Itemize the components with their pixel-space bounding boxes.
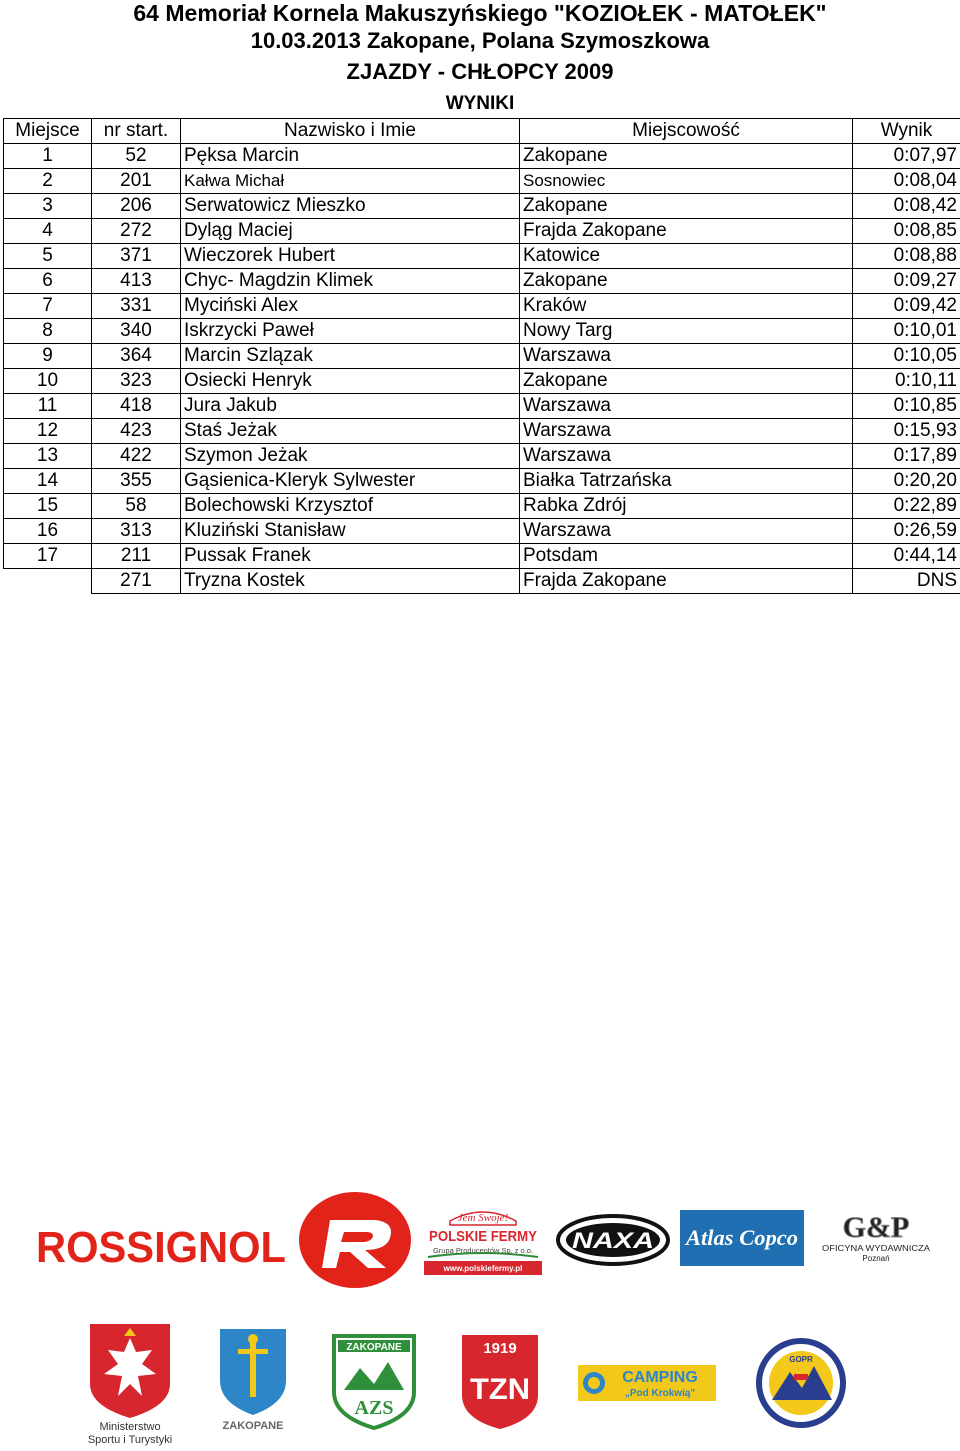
cell-name: Bolechowski Krzysztof <box>181 494 520 519</box>
cell-city: Białka Tatrzańska <box>520 469 853 494</box>
cell-result: 0:17,89 <box>853 444 960 469</box>
gopr-logo <box>756 1338 846 1428</box>
cell-name: Jura Jakub <box>181 394 520 419</box>
svg-text:NAXA: NAXA <box>572 1228 654 1253</box>
svg-text:1919: 1919 <box>483 1340 517 1357</box>
cell-bib: 423 <box>92 419 181 444</box>
cell-result: 0:22,89 <box>853 494 960 519</box>
page-title: 64 Memoriał Kornela Makuszyńskiego "KOZIOŁEK - MATOŁEK" <box>133 0 827 26</box>
cell-result: 0:10,11 <box>853 369 960 394</box>
cell-city: Frajda Zakopane <box>520 569 853 594</box>
table-row <box>4 519 960 544</box>
cell-bib: 201 <box>92 169 181 194</box>
table-row <box>4 344 960 369</box>
rossignol-logo <box>30 1190 415 1290</box>
svg-text:Grupa Producentów Sp. z o.o.: Grupa Producentów Sp. z o.o. <box>433 1248 534 1255</box>
cell-city: Warszawa <box>520 444 853 469</box>
cell-city: Zakopane <box>520 269 853 294</box>
cell-result: 0:08,42 <box>853 194 960 219</box>
polskie-fermy-logo <box>420 1205 546 1277</box>
cell-name: Staś Jeżak <box>181 419 520 444</box>
column-header-place: Miejsce <box>4 119 92 144</box>
svg-text:POLSKIE FERMY: POLSKIE FERMY <box>429 1228 537 1245</box>
cell-result: 0:15,93 <box>853 419 960 444</box>
category-heading: ZJAZDY - CHŁOPCY 2009 <box>346 59 614 84</box>
svg-text:ZAKOPANE: ZAKOPANE <box>346 1342 402 1353</box>
cell-bib: 371 <box>92 244 181 269</box>
cell-name: Kałwa Michał <box>181 169 520 194</box>
cell-city: Rabka Zdrój <box>520 494 853 519</box>
table-row <box>4 144 960 169</box>
cell-bib: 422 <box>92 444 181 469</box>
table-row <box>4 269 960 294</box>
atlas-copco-logo <box>680 1210 804 1266</box>
rossignol-r-badge <box>299 1192 411 1288</box>
cell-result: 0:08,88 <box>853 244 960 269</box>
svg-text:TZN: TZN <box>470 1373 530 1406</box>
cell-result: DNS <box>853 569 960 594</box>
cell-name: Tryzna Kostek <box>181 569 520 594</box>
cell-name: Dyląg Maciej <box>181 219 520 244</box>
column-header-bib: nr start. <box>92 119 181 144</box>
cell-result: 0:10,85 <box>853 394 960 419</box>
cell-place: 1 <box>4 144 92 169</box>
rossignol-wordmark: ROSSIGNOL <box>36 1223 286 1272</box>
cell-city: Katowice <box>520 244 853 269</box>
cell-bib: 271 <box>92 569 181 594</box>
svg-text:„Pod Krokwią": „Pod Krokwią" <box>624 1388 696 1399</box>
cell-city: Zakopane <box>520 144 853 169</box>
cell-result: 0:09,27 <box>853 269 960 294</box>
svg-text:www.polskiefermy.pl: www.polskiefermy.pl <box>443 1264 523 1273</box>
cell-name: Wieczorek Hubert <box>181 244 520 269</box>
cell-place: 4 <box>4 219 92 244</box>
cell-place: 17 <box>4 544 92 569</box>
table-row <box>4 169 960 194</box>
cell-place: 16 <box>4 519 92 544</box>
cell-bib: 206 <box>92 194 181 219</box>
table-row <box>4 369 960 394</box>
cell-city: Warszawa <box>520 419 853 444</box>
cell-name: Marcin Szlązak <box>181 344 520 369</box>
cell-name: Szymon Jeżak <box>181 444 520 469</box>
cell-place: 3 <box>4 194 92 219</box>
svg-text:AZS: AZS <box>354 1397 394 1419</box>
cell-bib: 331 <box>92 294 181 319</box>
cell-place <box>4 569 92 594</box>
cell-place: 9 <box>4 344 92 369</box>
cell-place: 8 <box>4 319 92 344</box>
table-row <box>4 544 960 569</box>
cell-place: 13 <box>4 444 92 469</box>
svg-text:Poznań: Poznań <box>862 1254 890 1263</box>
cell-name: Gąsienica-Kleryk Sylwester <box>181 469 520 494</box>
cell-result: 0:10,05 <box>853 344 960 369</box>
cell-place: 10 <box>4 369 92 394</box>
table-row <box>4 244 960 269</box>
cell-city: Warszawa <box>520 519 853 544</box>
table-row <box>4 419 960 444</box>
cell-city: Nowy Targ <box>520 319 853 344</box>
cell-bib: 211 <box>92 544 181 569</box>
table-row <box>4 569 960 594</box>
table-row <box>4 444 960 469</box>
cell-result: 0:20,20 <box>853 469 960 494</box>
cell-result: 0:08,85 <box>853 219 960 244</box>
cell-place: 12 <box>4 419 92 444</box>
cell-name: Myciński Alex <box>181 294 520 319</box>
table-row <box>4 494 960 519</box>
cell-result: 0:26,59 <box>853 519 960 544</box>
azs-logo <box>330 1332 418 1430</box>
cell-name: Iskrzycki Paweł <box>181 319 520 344</box>
column-header-result: Wynik <box>853 119 960 144</box>
cell-result: 0:44,14 <box>853 544 960 569</box>
table-header-row <box>4 119 960 144</box>
cell-place: 11 <box>4 394 92 419</box>
results-table <box>3 118 960 594</box>
cell-city: Sosnowiec <box>520 169 853 194</box>
cell-name: Chyc- Magdzin Klimek <box>181 269 520 294</box>
cell-result: 0:10,01 <box>853 319 960 344</box>
svg-text:ZAKOPANE: ZAKOPANE <box>222 1420 284 1432</box>
svg-text:CAMPING: CAMPING <box>622 1369 698 1386</box>
cell-name: Pussak Franek <box>181 544 520 569</box>
gp-logo <box>818 1205 934 1271</box>
cell-bib: 313 <box>92 519 181 544</box>
cell-bib: 355 <box>92 469 181 494</box>
cell-name: Serwatowicz Mieszko <box>181 194 520 219</box>
cell-bib: 418 <box>92 394 181 419</box>
cell-bib: 364 <box>92 344 181 369</box>
svg-text:Ministerstwo: Ministerstwo <box>99 1421 161 1433</box>
cell-city: Kraków <box>520 294 853 319</box>
column-header-name: Nazwisko i Imie <box>181 119 520 144</box>
event-date-place: 10.03.2013 Zakopane, Polana Szymoszkowa <box>250 28 710 53</box>
tzn-logo <box>460 1333 540 1431</box>
results-heading: WYNIKI <box>445 93 515 114</box>
table-row <box>4 294 960 319</box>
cell-place: 5 <box>4 244 92 269</box>
table-row <box>4 194 960 219</box>
svg-text:GOPR: GOPR <box>789 1355 813 1364</box>
table-row <box>4 394 960 419</box>
cell-bib: 413 <box>92 269 181 294</box>
cell-name: Kluziński Stanisław <box>181 519 520 544</box>
zakopane-crest-logo <box>208 1325 298 1433</box>
cell-place: 6 <box>4 269 92 294</box>
svg-text:G&P: G&P <box>842 1211 910 1244</box>
cell-place: 15 <box>4 494 92 519</box>
cell-place: 7 <box>4 294 92 319</box>
cell-result: 0:07,97 <box>853 144 960 169</box>
ministerstwo-logo <box>72 1322 188 1446</box>
table-row <box>4 219 960 244</box>
cell-bib: 323 <box>92 369 181 394</box>
camping-logo <box>578 1365 716 1401</box>
svg-text:Jem Swoje!: Jem Swoje! <box>457 1212 509 1224</box>
cell-bib: 52 <box>92 144 181 169</box>
cell-city: Zakopane <box>520 369 853 394</box>
cell-name: Osiecki Henryk <box>181 369 520 394</box>
cell-name: Pęksa Marcin <box>181 144 520 169</box>
cell-city: Warszawa <box>520 344 853 369</box>
cell-bib: 58 <box>92 494 181 519</box>
svg-text:Atlas Copco: Atlas Copco <box>683 1225 798 1250</box>
cell-city: Potsdam <box>520 544 853 569</box>
column-header-city: Miejscowość <box>520 119 853 144</box>
naxa-logo <box>556 1212 670 1268</box>
cell-place: 14 <box>4 469 92 494</box>
table-row <box>4 319 960 344</box>
cell-bib: 340 <box>92 319 181 344</box>
cell-city: Warszawa <box>520 394 853 419</box>
cell-result: 0:08,04 <box>853 169 960 194</box>
svg-text:Sportu i Turystyki: Sportu i Turystyki <box>87 1434 173 1446</box>
table-row <box>4 469 960 494</box>
cell-city: Frajda Zakopane <box>520 219 853 244</box>
cell-city: Zakopane <box>520 194 853 219</box>
cell-bib: 272 <box>92 219 181 244</box>
cell-result: 0:09,42 <box>853 294 960 319</box>
svg-text:OFICYNA WYDAWNICZA: OFICYNA WYDAWNICZA <box>822 1244 931 1253</box>
cell-place: 2 <box>4 169 92 194</box>
